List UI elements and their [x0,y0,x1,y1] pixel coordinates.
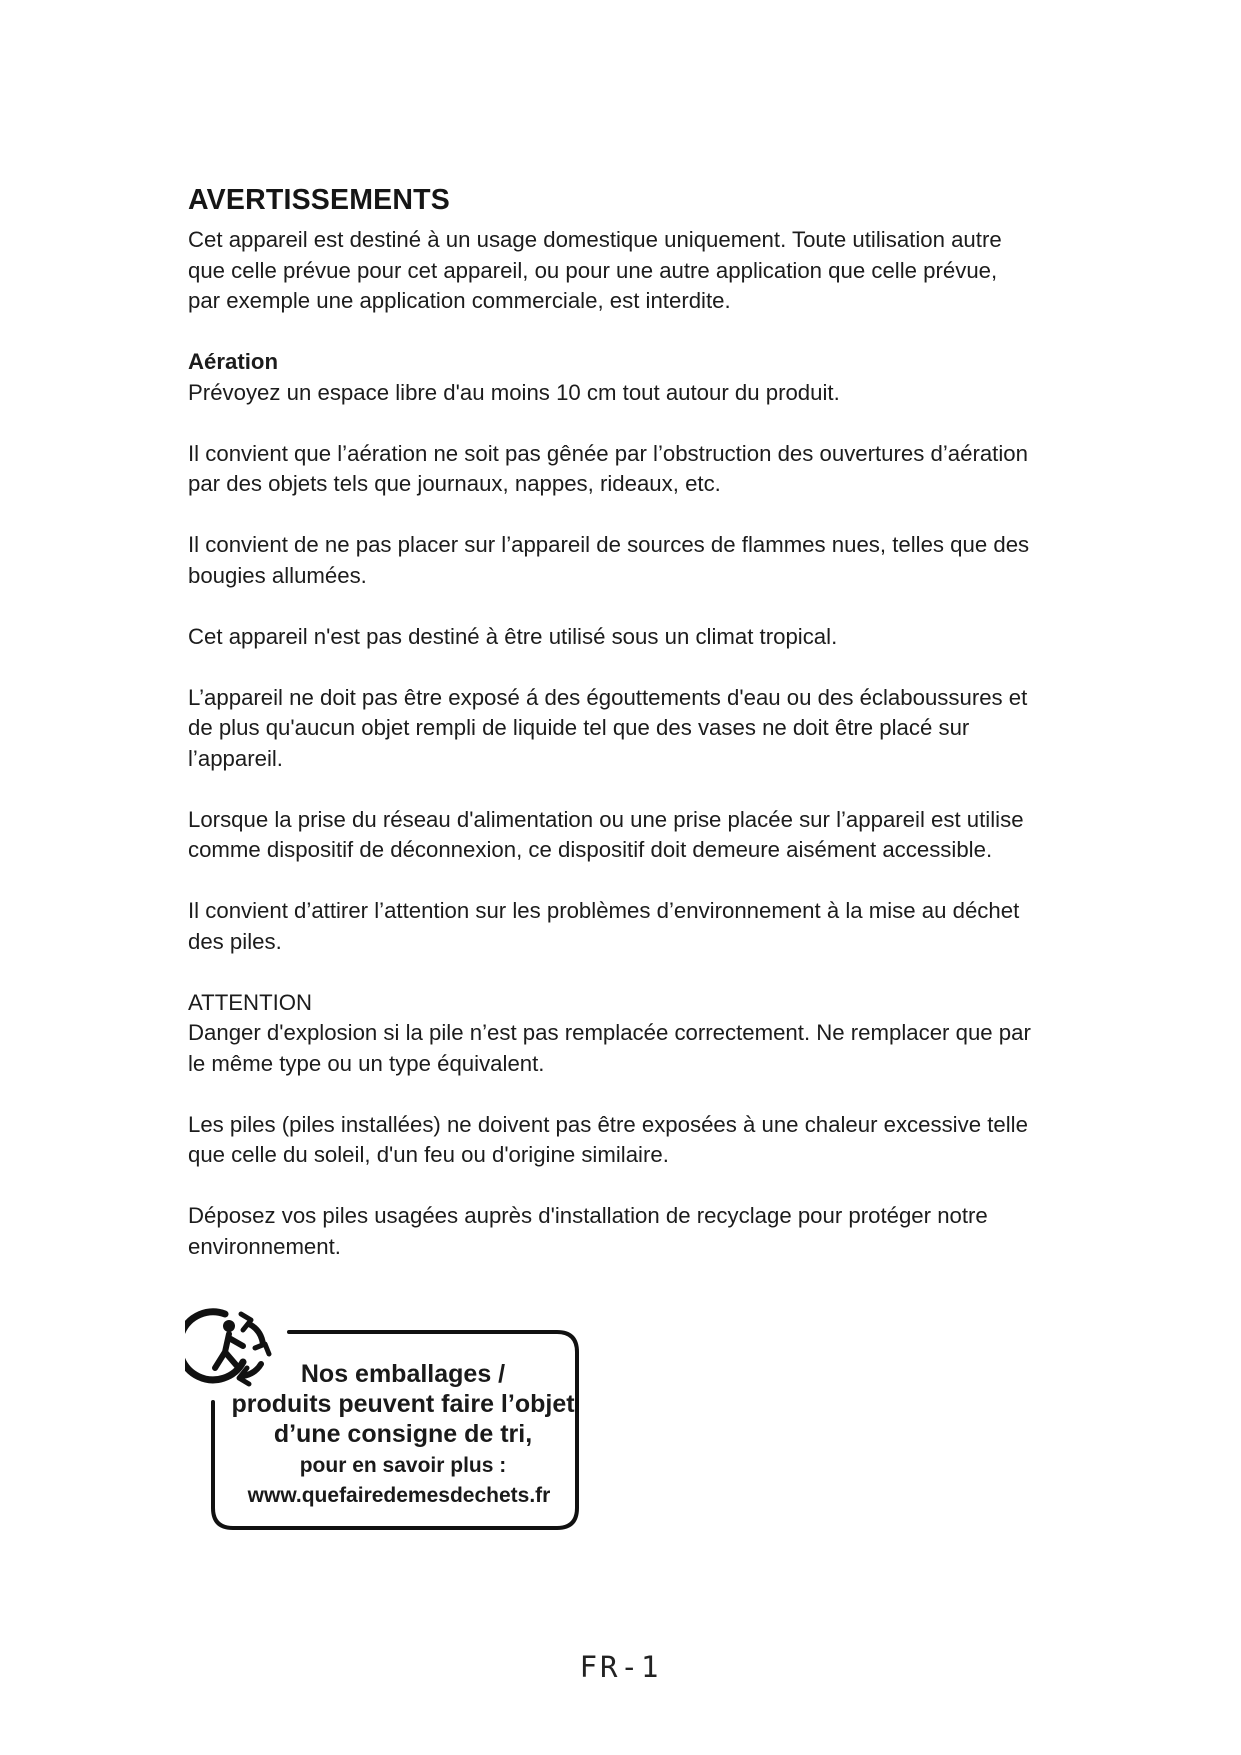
text-line: que celle prévue pour cet appareil, ou pour une autre application que celle prévue, [188,257,998,283]
document-body [188,184,1068,1293]
text-line: comme dispositif de déconnexion, ce dispositif doit demeure aisément accessible. [188,837,993,862]
paragraph-flames [188,530,1068,591]
triman-line-1: Nos emballages / [300,1360,506,1388]
text-line: Danger d'explosion si la pile n’est pas remplacée correctement. Ne remplacer que par [188,1020,1031,1045]
text-line: que celle du soleil, d'un feu ou d'origine similaire. [188,1142,669,1167]
page-number: FR-1 [579,1650,662,1684]
attention-heading: ATTENTION [188,989,313,1015]
text-line: bougies allumées. [188,562,367,588]
paragraph-tropical [188,622,1068,653]
triman-line-4: pour en savoir plus : [299,1454,507,1477]
text-line: l’appareil. [188,745,283,771]
ventilation-heading: Aération [188,349,278,374]
text-line: par exemple une application commerciale, est interdite. [188,288,731,313]
text-line: Déposez vos piles usagées auprès d'installation de recyclage pour protéger notre [188,1203,988,1228]
text-line: Lorsque la prise du réseau d'alimentation ou une prise placée sur l’appareil est utilise [188,806,1024,832]
intro-paragraph [188,225,1068,317]
text-line: Prévoyez un espace libre d'au moins 10 cm tout autour du produit. [188,379,840,405]
attention-section [188,988,1068,1080]
paragraph-obstruction [188,439,1068,500]
text-line: Cet appareil est destiné à un usage domestique uniquement. Toute utilisation autre [188,227,1002,252]
triman-icon [185,1312,269,1384]
paragraph-disconnect [188,805,1068,866]
text-line: des piles. [188,928,282,954]
triman-logo [185,1300,585,1536]
text-line: L’appareil ne doit pas être exposé á des égouttements d'eau ou des éclaboussures et [188,684,1028,710]
triman-line-3: d’une consigne de tri, [273,1420,533,1448]
paragraph-environment [188,896,1068,957]
paragraph-heat [188,1110,1068,1171]
text-line: Les piles (piles installées) ne doivent pas être exposées à une chaleur excessive telle [188,1111,1028,1137]
paragraph-water [188,683,1068,775]
page-title: AVERTISSEMENTS [188,184,450,216]
text-line: par des objets tels que journaux, nappes, rideaux, etc. [188,471,721,496]
text-line: Il convient que l’aération ne soit pas gênée par l’obstruction des ouvertures d’aération [188,440,1028,466]
triman-line-2: produits peuvent faire l’objet [231,1390,575,1418]
text-line: environnement. [188,1233,341,1259]
text-line: Il convient de ne pas placer sur l’appareil de sources de flammes nues, telles que des [188,532,1030,557]
text-line: Cet appareil n'est pas destiné à être utilisé sous un climat tropical. [188,623,838,649]
text-line: le même type ou un type équivalent. [188,1050,545,1076]
triman-url: www.quefairedemesdechets.fr [247,1484,551,1507]
text-line: Il convient d’attirer l’attention sur les problèmes d’environnement à la mise au déchet [188,898,1020,923]
text-line: de plus qu'aucun objet rempli de liquide tel que des vases ne doit être placé sur [188,715,970,740]
ventilation-section [188,347,1068,408]
paragraph-recycling [188,1201,1068,1262]
